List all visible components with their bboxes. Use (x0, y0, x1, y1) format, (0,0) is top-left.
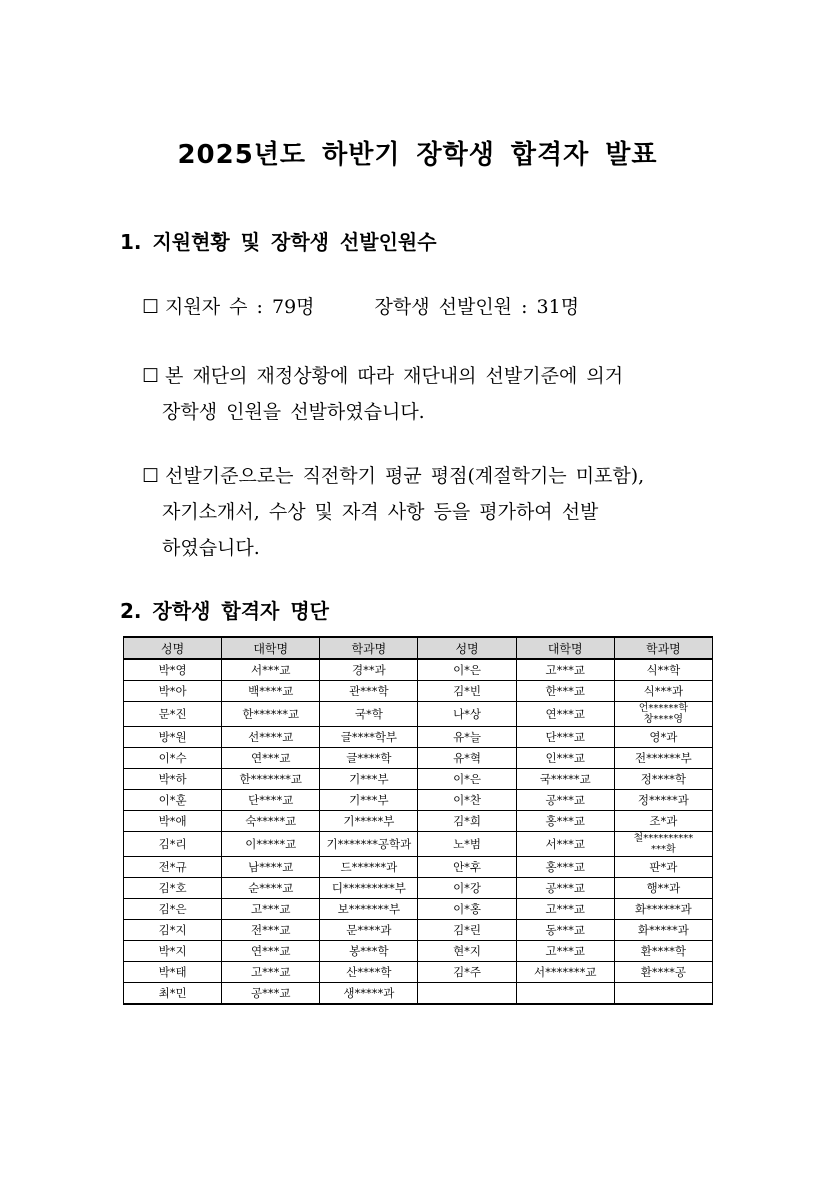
cell-university: 홍***교 (516, 811, 614, 832)
cell-university: 고***교 (222, 962, 320, 983)
cell-university: 한******교 (222, 702, 320, 727)
cell-department: 경**과 (320, 659, 418, 681)
cell-department: 기*******공학과 (320, 832, 418, 857)
cell-department: 영*과 (614, 727, 712, 748)
table-row (124, 878, 713, 899)
cell-department: 화*****과 (614, 920, 712, 941)
cell-university: 연***교 (222, 941, 320, 962)
cell-university: 홍***교 (516, 857, 614, 878)
cell-department: 정****학 (614, 769, 712, 790)
note-2-line-2: 자기소개서, 수상 및 자격 사항 등을 평가하여 선발 (162, 501, 599, 523)
table-row (124, 941, 713, 962)
table-row (124, 899, 713, 920)
table-row (124, 659, 713, 681)
cell-department: 글****학 (320, 748, 418, 769)
cell-name: 이*은 (418, 769, 516, 790)
cell-university: 단***교 (516, 727, 614, 748)
table-row (124, 857, 713, 878)
table-row (124, 702, 713, 727)
column-header-name: 성명 (124, 637, 222, 659)
cell-name: 현*지 (418, 941, 516, 962)
cell-name: 문*진 (124, 702, 222, 727)
cell-department: 화******과 (614, 899, 712, 920)
cell-department: 식**학 (614, 659, 712, 681)
cell-text-line: 언******학 (638, 703, 689, 714)
cell-university: 한***교 (516, 681, 614, 702)
cell-department (614, 983, 712, 1005)
cell-name: 박*하 (124, 769, 222, 790)
cell-name: 김*은 (124, 899, 222, 920)
cell-department: 글****학부 (320, 727, 418, 748)
table-row (124, 983, 713, 1005)
cell-name: 방*원 (124, 727, 222, 748)
table-row (124, 790, 713, 811)
cell-university: 동***교 (516, 920, 614, 941)
cell-university: 공***교 (516, 790, 614, 811)
cell-name: 나*상 (418, 702, 516, 727)
cell-university: 고***교 (516, 659, 614, 681)
cell-name: 박*아 (124, 681, 222, 702)
table-row (124, 811, 713, 832)
cell-university: 고***교 (516, 941, 614, 962)
cell-name: 박*영 (124, 659, 222, 681)
cell-university (516, 983, 614, 1005)
cell-name: 김*희 (418, 811, 516, 832)
cell-name: 최*민 (124, 983, 222, 1005)
cell-university: 공***교 (516, 878, 614, 899)
cell-university: 선****교 (222, 727, 320, 748)
column-header-name: 성명 (418, 637, 516, 659)
cell-university: 숙*****교 (222, 811, 320, 832)
selection-note-1 (142, 358, 623, 430)
cell-name: 유*혁 (418, 748, 516, 769)
checkbox-icon: ☐ (142, 465, 160, 487)
cell-university: 남****교 (222, 857, 320, 878)
cell-university: 고***교 (516, 899, 614, 920)
table-row (124, 769, 713, 790)
cell-department: 기***부 (320, 769, 418, 790)
cell-name: 김*주 (418, 962, 516, 983)
table-row (124, 748, 713, 769)
winners-table (123, 636, 713, 1005)
table-header-row (124, 637, 713, 659)
cell-name: 이*훈 (124, 790, 222, 811)
cell-university: 한*******교 (222, 769, 320, 790)
page-title: 2025년도 하반기 장학생 합격자 발표 (177, 140, 658, 170)
cell-department: 전******부 (614, 748, 712, 769)
cell-university: 단****교 (222, 790, 320, 811)
note-2-line-3: 하였습니다. (162, 537, 260, 559)
table-row (124, 962, 713, 983)
cell-name: 안*후 (418, 857, 516, 878)
table-row (124, 920, 713, 941)
cell-department: 조*과 (614, 811, 712, 832)
cell-department: 기*****부 (320, 811, 418, 832)
cell-name: 박*애 (124, 811, 222, 832)
cell-department: 관***학 (320, 681, 418, 702)
note-2-line-1: 선발기준으로는 직전학기 평균 평점(계절학기는 미포함), (165, 465, 645, 487)
cell-department: 환****학 (614, 941, 712, 962)
cell-name: 김*리 (124, 832, 222, 857)
cell-name: 김*호 (124, 878, 222, 899)
cell-name (418, 983, 516, 1005)
cell-university: 연***교 (222, 748, 320, 769)
checkbox-icon: ☐ (142, 296, 160, 318)
column-header-university: 대학명 (222, 637, 320, 659)
cell-university: 순****교 (222, 878, 320, 899)
cell-university: 서***교 (516, 832, 614, 857)
cell-department: 환****공 (614, 962, 712, 983)
selected-count: 장학생 선발인원 : 31명 (374, 296, 580, 318)
cell-name: 이*수 (124, 748, 222, 769)
cell-text-line: 창****영 (643, 714, 684, 725)
cell-name: 김*지 (124, 920, 222, 941)
cell-name: 박*태 (124, 962, 222, 983)
section-2-heading: 2. 장학생 합격자 명단 (120, 599, 329, 623)
cell-name: 노*범 (418, 832, 516, 857)
cell-department: 기***부 (320, 790, 418, 811)
cell-university: 고***교 (222, 899, 320, 920)
cell-name: 유*늘 (418, 727, 516, 748)
cell-university: 공***교 (222, 983, 320, 1005)
cell-department: 판*과 (614, 857, 712, 878)
cell-university: 서*******교 (516, 962, 614, 983)
column-header-university: 대학명 (516, 637, 614, 659)
cell-university: 이*****교 (222, 832, 320, 857)
cell-department: 정*****과 (614, 790, 712, 811)
cell-university: 국*****교 (516, 769, 614, 790)
cell-department (614, 832, 712, 857)
cell-department: 드******과 (320, 857, 418, 878)
cell-name: 김*빈 (418, 681, 516, 702)
cell-department: 봉***학 (320, 941, 418, 962)
table-row (124, 832, 713, 857)
cell-name: 김*린 (418, 920, 516, 941)
cell-department: 문****과 (320, 920, 418, 941)
application-stats (142, 289, 579, 325)
cell-name: 박*지 (124, 941, 222, 962)
cell-university: 전***교 (222, 920, 320, 941)
cell-department: 디*********부 (320, 878, 418, 899)
cell-name: 이*홍 (418, 899, 516, 920)
cell-department: 산****학 (320, 962, 418, 983)
cell-name: 전*규 (124, 857, 222, 878)
cell-university: 서***교 (222, 659, 320, 681)
cell-department: 국*학 (320, 702, 418, 727)
cell-text-line: ***화 (651, 844, 676, 855)
cell-name: 이*찬 (418, 790, 516, 811)
column-header-department: 학과명 (320, 637, 418, 659)
note-1-line-1: 본 재단의 재정상황에 따라 재단내의 선발기준에 의거 (165, 365, 624, 387)
selection-note-2 (142, 458, 644, 566)
cell-department (614, 702, 712, 727)
cell-university: 백****교 (222, 681, 320, 702)
table-row (124, 681, 713, 702)
checkbox-icon: ☐ (142, 365, 160, 387)
winners-table-body (124, 659, 713, 1004)
cell-university: 연***교 (516, 702, 614, 727)
cell-department: 행**과 (614, 878, 712, 899)
column-header-department: 학과명 (614, 637, 712, 659)
cell-name: 이*강 (418, 878, 516, 899)
cell-text-line: 철********** (633, 833, 694, 844)
cell-department: 식***과 (614, 681, 712, 702)
cell-department: 보*******부 (320, 899, 418, 920)
table-row (124, 727, 713, 748)
cell-university: 인***교 (516, 748, 614, 769)
section-1-heading: 1. 지원현황 및 장학생 선발인원수 (120, 230, 437, 254)
applicant-count: 지원자 수 : 79명 (165, 296, 315, 318)
cell-name: 이*은 (418, 659, 516, 681)
cell-department: 생*****과 (320, 983, 418, 1005)
note-1-line-2: 장학생 인원을 선발하였습니다. (162, 401, 425, 423)
